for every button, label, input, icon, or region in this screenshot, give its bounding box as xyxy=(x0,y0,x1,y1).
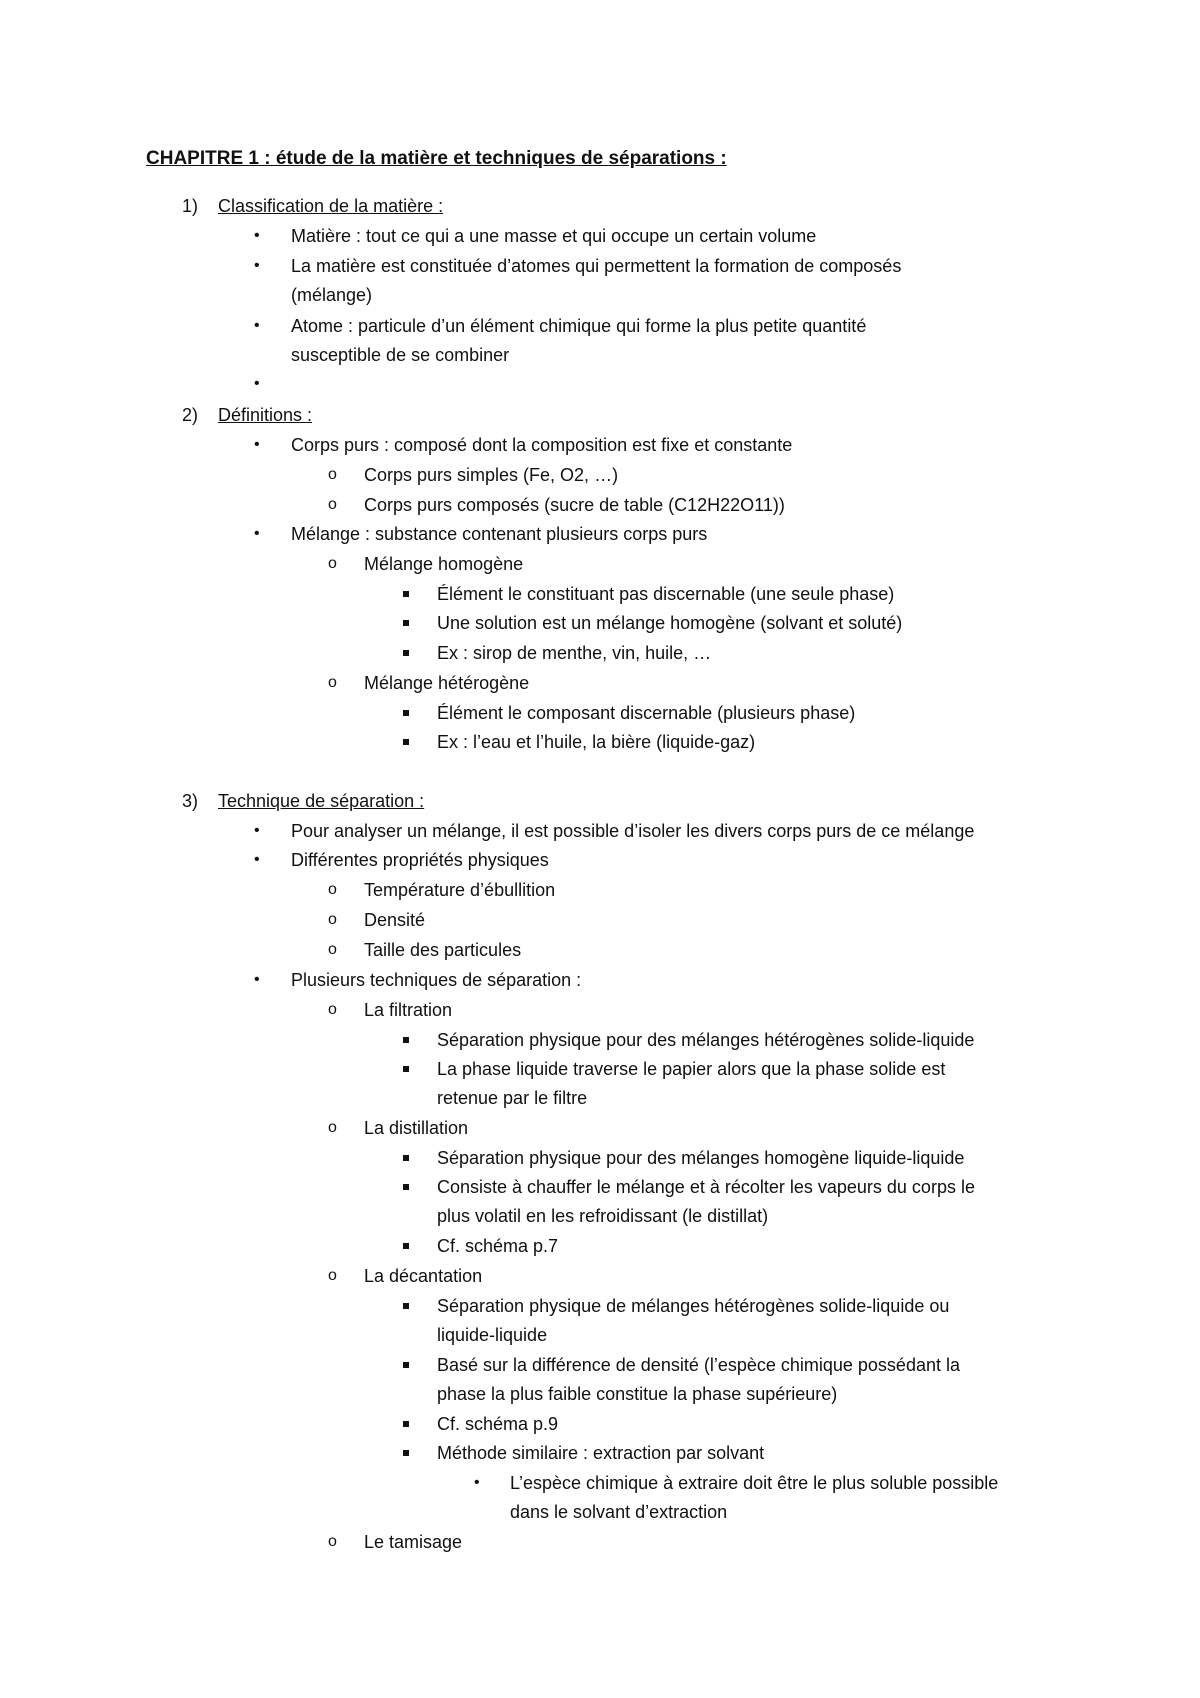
list-item: Cf. schéma p.9 xyxy=(437,1414,559,1434)
list-item: La matière est constituée d’atomes qui permettent la formation de composés xyxy=(291,256,902,276)
list-item: Différentes propriétés physiques xyxy=(291,850,549,870)
square-bullet xyxy=(403,1037,409,1043)
bullet-marker: • xyxy=(254,822,260,839)
circle-marker: o xyxy=(328,496,337,513)
bullet-marker: • xyxy=(254,317,260,334)
list-item: Mélange : substance contenant plusieurs corps purs xyxy=(291,524,708,544)
bullet-marker: • xyxy=(474,1474,480,1491)
bullet-marker: • xyxy=(254,851,260,868)
circle-marker: o xyxy=(328,674,337,691)
list-item: Corps purs composés (sucre de table (C12H22O11)) xyxy=(364,495,785,515)
section-heading: Définitions : xyxy=(218,405,313,425)
list-item: Basé sur la différence de densité (l’espèce chimique possédant la xyxy=(437,1355,960,1375)
list-item: Corps purs : composé dont la composition est fixe et constante xyxy=(291,435,793,455)
section-number: 2) xyxy=(182,405,199,425)
bullet-marker: • xyxy=(254,971,260,988)
list-item: Plusieurs techniques de séparation : xyxy=(291,970,582,990)
square-bullet xyxy=(403,1155,409,1161)
list-item: Atome : particule d’un élément chimique qui forme la plus petite quantité xyxy=(291,316,867,336)
circle-marker: o xyxy=(328,1533,337,1550)
list-item: Pour analyser un mélange, il est possible d’isoler les divers corps purs de ce mélange xyxy=(291,821,975,841)
list-item: Température d’ébullition xyxy=(364,880,556,900)
circle-marker: o xyxy=(328,1267,337,1284)
list-item: L’espèce chimique à extraire doit être le plus soluble possible xyxy=(510,1473,999,1493)
list-item: Corps purs simples (Fe, O2, …) xyxy=(364,465,619,485)
list-item: Élément le composant discernable (plusieurs phase) xyxy=(437,703,856,723)
list-item: Le tamisage xyxy=(364,1532,463,1552)
list-item: Séparation physique de mélanges hétérogènes solide-liquide ou xyxy=(437,1296,950,1316)
list-item: Taille des particules xyxy=(364,940,522,960)
list-item: Cf. schéma p.7 xyxy=(437,1236,559,1256)
list-item: Ex : sirop de menthe, vin, huile, … xyxy=(437,643,712,663)
list-item-continuation: (mélange) xyxy=(291,285,373,305)
bullet-marker: • xyxy=(254,257,260,274)
list-item: Une solution est un mélange homogène (solvant et soluté) xyxy=(437,613,903,633)
list-item: Séparation physique pour des mélanges homogène liquide-liquide xyxy=(437,1148,965,1168)
list-item: Consiste à chauffer le mélange et à récolter les vapeurs du corps le xyxy=(437,1177,975,1197)
chapter-title: CHAPITRE 1 : étude de la matière et techniques de séparations : xyxy=(146,148,727,169)
bullet-marker: • xyxy=(254,525,260,542)
list-item: La décantation xyxy=(364,1266,483,1286)
circle-marker: o xyxy=(328,555,337,572)
list-item: Élément le constituant pas discernable (une seule phase) xyxy=(437,584,895,604)
list-item: La filtration xyxy=(364,1000,453,1020)
circle-marker: o xyxy=(328,911,337,928)
square-bullet xyxy=(403,1450,409,1456)
circle-marker: o xyxy=(328,466,337,483)
section-number: 3) xyxy=(182,791,199,811)
list-item: La phase liquide traverse le papier alors que la phase solide est xyxy=(437,1059,946,1079)
list-item-continuation: susceptible de se combiner xyxy=(291,345,510,365)
bullet-marker: • xyxy=(254,375,260,392)
circle-marker: o xyxy=(328,881,337,898)
bullet-marker: • xyxy=(254,436,260,453)
circle-marker: o xyxy=(328,941,337,958)
list-item-continuation: phase la plus faible constitue la phase supérieure) xyxy=(437,1384,838,1404)
circle-marker: o xyxy=(328,1001,337,1018)
square-bullet xyxy=(403,1362,409,1368)
section-heading: Classification de la matière : xyxy=(218,196,444,216)
list-item-continuation: retenue par le filtre xyxy=(437,1088,588,1108)
square-bullet xyxy=(403,710,409,716)
list-item: Méthode similaire : extraction par solvant xyxy=(437,1443,765,1463)
square-bullet xyxy=(403,650,409,656)
section-heading: Technique de séparation : xyxy=(218,791,425,811)
square-bullet xyxy=(403,1184,409,1190)
list-item: La distillation xyxy=(364,1118,469,1138)
list-item-continuation: liquide-liquide xyxy=(437,1325,548,1345)
list-item-continuation: dans le solvant d’extraction xyxy=(510,1502,728,1522)
list-item: Séparation physique pour des mélanges hétérogènes solide-liquide xyxy=(437,1030,975,1050)
list-item: Densité xyxy=(364,910,426,930)
circle-marker: o xyxy=(328,1119,337,1136)
square-bullet xyxy=(403,1243,409,1249)
square-bullet xyxy=(403,1303,409,1309)
bullet-marker: • xyxy=(254,227,260,244)
list-item: Mélange homogène xyxy=(364,554,524,574)
square-bullet xyxy=(403,1421,409,1427)
square-bullet xyxy=(403,620,409,626)
list-item: Matière : tout ce qui a une masse et qui occupe un certain volume xyxy=(291,226,817,246)
list-item: Ex : l’eau et l’huile, la bière (liquide-gaz) xyxy=(437,732,756,752)
section-number: 1) xyxy=(182,196,199,216)
square-bullet xyxy=(403,739,409,745)
square-bullet xyxy=(403,1066,409,1072)
list-item: Mélange hétérogène xyxy=(364,673,530,693)
square-bullet xyxy=(403,591,409,597)
list-item-continuation: plus volatil en les refroidissant (le distillat) xyxy=(437,1206,769,1226)
